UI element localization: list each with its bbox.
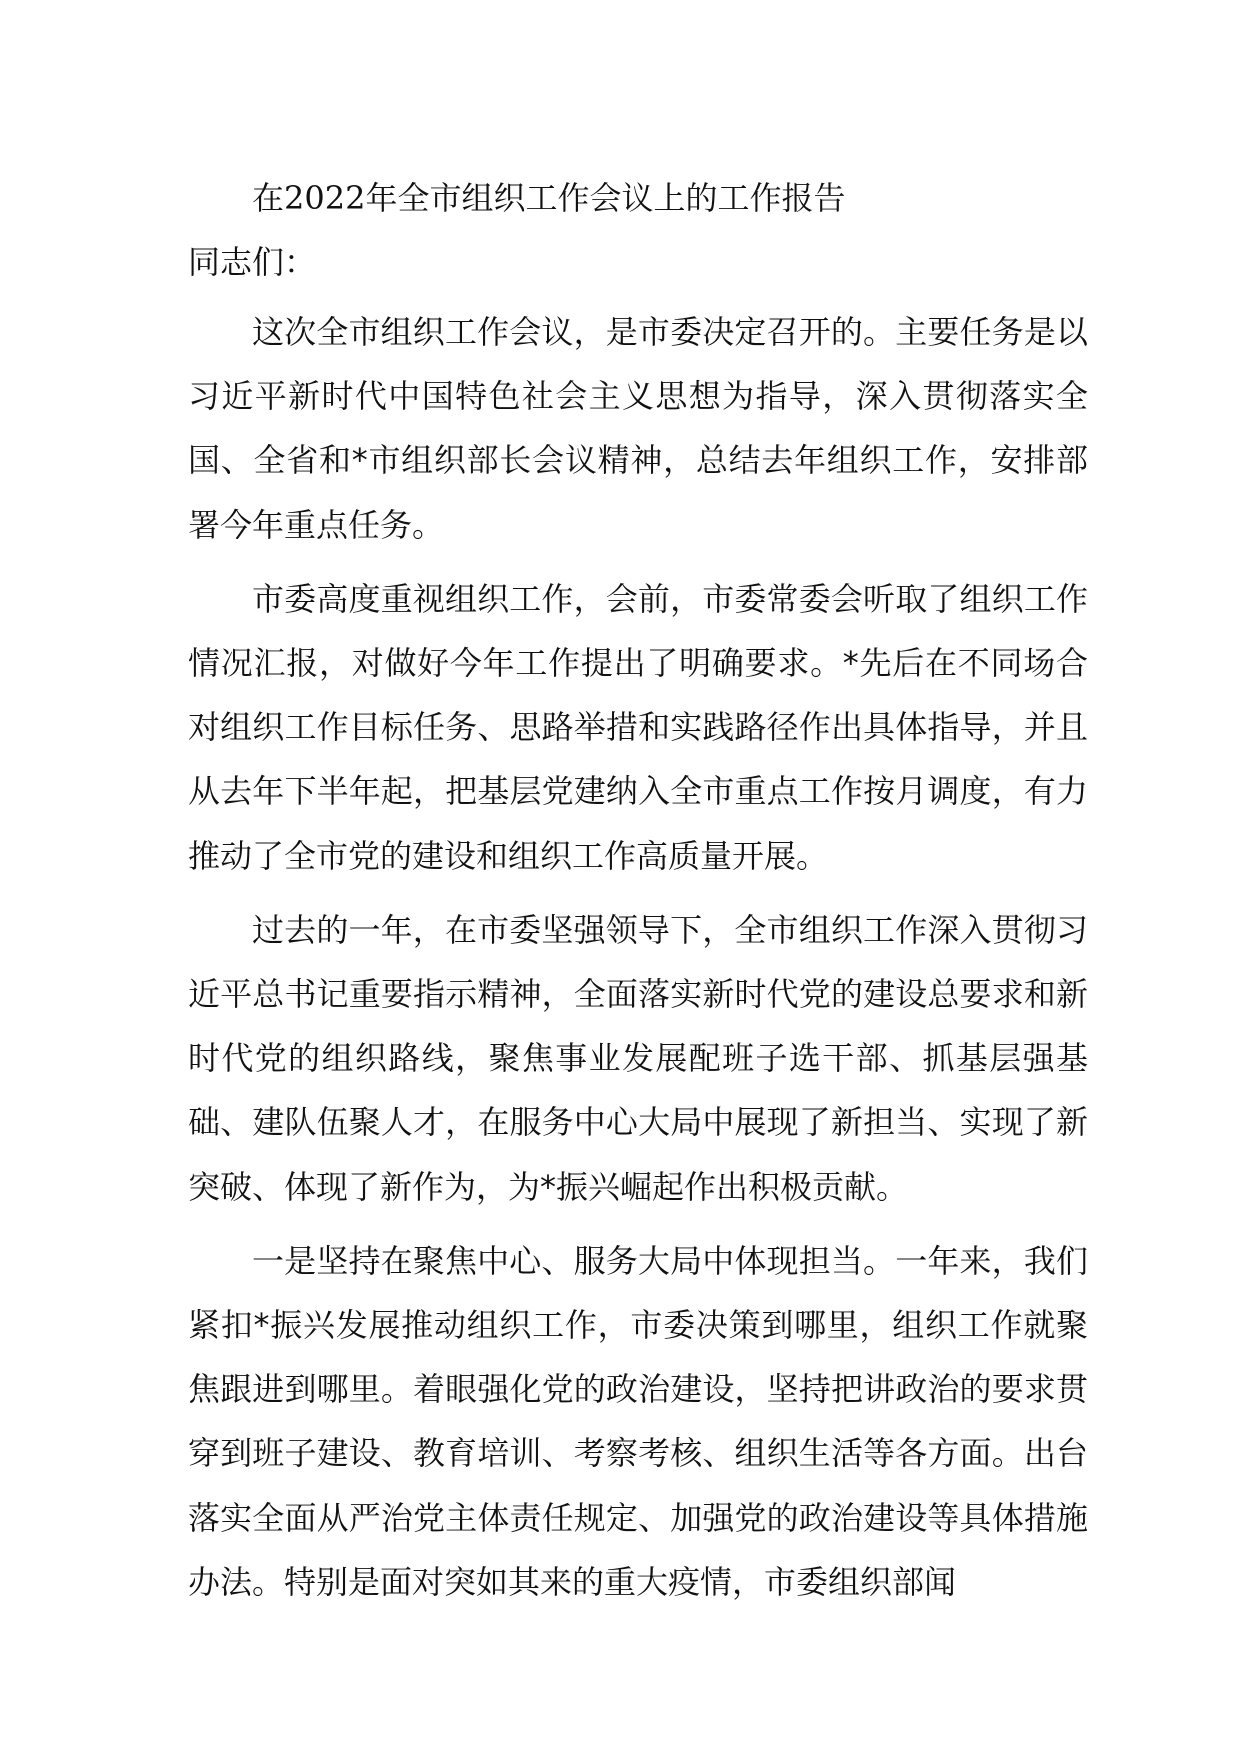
title-prefix: 在 xyxy=(252,179,285,217)
document-body xyxy=(188,170,1088,1624)
title-year: 2022 xyxy=(284,179,366,217)
salutation: 同志们： xyxy=(188,243,317,281)
paragraph-2: 市委高度重视组织工作，会前，市委常委会听取了组织工作情况汇报，对做好今年工作提出了明确要求。*先后在不同场合对组织工作目标任务、思路举措和实践路径作出具体指导，并且从去年下半年起，把基层党建纳入全市重点工作按月调度，有力推动了全市党的建设和组织工作高质量开展。 xyxy=(188,579,1088,875)
document-title xyxy=(188,170,1088,226)
title-suffix: 年全市组织工作会议上的工作报告 xyxy=(365,179,846,217)
paragraph-3: 过去的一年，在市委坚强领导下，全市组织工作深入贯彻习近平总书记重要指示精神，全面落实新时代党的建设总要求和新时代党的组织路线，聚焦事业发展配班子选干部、抓基层强基础、建队伍聚人才，在服务中心大局中展现了新担当、实现了新突破、体现了新作为，为*振兴崛起作出积极贡献。 xyxy=(188,910,1088,1206)
paragraph-1: 这次全市组织工作会议，是市委决定召开的。主要任务是以习近平新时代中国特色社会主义思想为指导，深入贯彻落实全国、全省和*市组织部长会议精神，总结去年组织工作，安排部署今年重点任务。 xyxy=(188,313,1088,544)
paragraph-4: 一是坚持在聚焦中心、服务大局中体现担当。一年来，我们紧扣*振兴发展推动组织工作，市委决策到哪里，组织工作就聚焦跟进到哪里。着眼强化党的政治建设，坚持把讲政治的要求贯穿到班子建设、教育培训、考察考核、组织生活等各方面。出台落实全面从严治党主体责任规定、加强党的政治建设等具体措施办法。特别是面对突如其来的重大疫情，市委组织部闻 xyxy=(188,1241,1088,1601)
